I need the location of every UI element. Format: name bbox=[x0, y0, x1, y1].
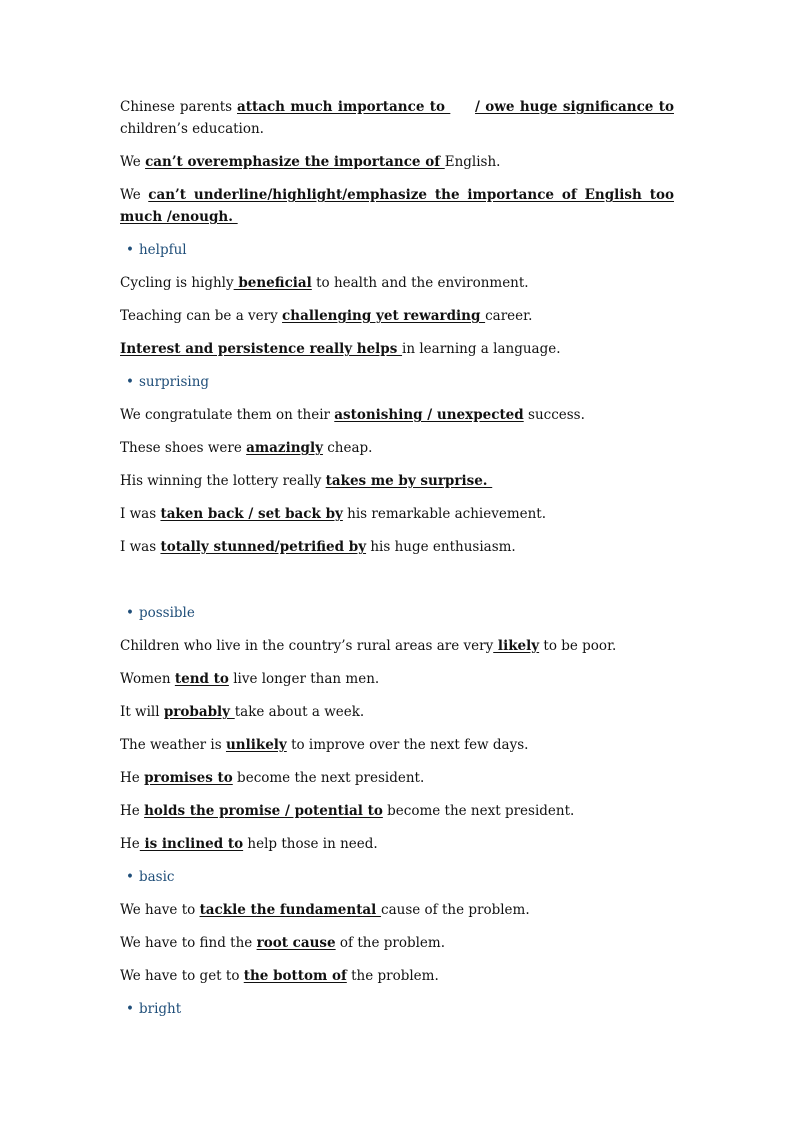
sentence-text: He bbox=[120, 770, 145, 786]
section-heading-text: surprising bbox=[138, 374, 210, 390]
highlighted-phrase: amazingly bbox=[246, 440, 323, 456]
sentence-text: We bbox=[120, 187, 149, 203]
example-sentence bbox=[120, 272, 674, 294]
sentence-text: become the next president. bbox=[232, 770, 425, 786]
example-sentence bbox=[120, 536, 674, 558]
sentence-text: live longer than men. bbox=[228, 671, 380, 687]
example-sentence bbox=[120, 668, 674, 690]
example-sentence bbox=[120, 833, 674, 855]
highlighted-phrase: probably bbox=[163, 704, 235, 720]
sentence-text: We have to find the bbox=[120, 935, 257, 951]
sentence-text: We congratulate them on their bbox=[120, 407, 335, 423]
sentence-text: in learning a language. bbox=[402, 341, 561, 357]
sentence-text: He bbox=[120, 836, 140, 852]
example-sentence bbox=[120, 305, 674, 327]
sentence-text: These shoes were bbox=[120, 440, 247, 456]
section-heading bbox=[126, 239, 674, 261]
sentence-text bbox=[450, 99, 475, 115]
section-heading-text: bright bbox=[138, 1001, 182, 1017]
highlighted-phrase: tend to bbox=[174, 671, 229, 687]
highlighted-phrase: astonishing / unexpected bbox=[334, 407, 524, 423]
sentence-text: Teaching can be a very bbox=[120, 308, 283, 324]
bullet-icon: • bbox=[126, 869, 134, 885]
sentence-text: to be poor. bbox=[539, 638, 617, 654]
section-heading bbox=[126, 866, 674, 888]
section-heading-text: helpful bbox=[138, 242, 187, 258]
example-sentence bbox=[120, 767, 674, 789]
sentence-text: His winning the lottery really bbox=[120, 473, 326, 489]
sentence-text: Cycling is highly bbox=[120, 275, 234, 291]
highlighted-phrase: taken back / set back by bbox=[160, 506, 343, 522]
highlighted-phrase: can’t underline/highlight/emphasize the importance of English too bbox=[148, 187, 674, 203]
sentence-text: Children who live in the country’s rural areas are very bbox=[120, 638, 494, 654]
example-sentence bbox=[120, 338, 674, 360]
highlighted-phrase: holds the promise / potential to bbox=[144, 803, 383, 819]
section-heading bbox=[126, 602, 674, 624]
example-sentence bbox=[120, 800, 674, 822]
example-sentence bbox=[120, 701, 674, 723]
example-sentence bbox=[120, 734, 674, 756]
section-heading bbox=[126, 371, 674, 393]
highlighted-phrase: attach much importance to bbox=[237, 99, 451, 115]
sentence-text: Women bbox=[120, 671, 175, 687]
highlighted-phrase: totally stunned/petrified by bbox=[160, 539, 367, 555]
example-sentence bbox=[120, 404, 674, 426]
highlighted-phrase: likely bbox=[493, 638, 540, 654]
example-sentence bbox=[120, 151, 674, 173]
example-sentence bbox=[120, 437, 674, 459]
highlighted-phrase: beneficial bbox=[233, 275, 312, 291]
section-heading-text: possible bbox=[138, 605, 195, 621]
section-heading-text: basic bbox=[138, 869, 175, 885]
example-sentence bbox=[120, 932, 674, 954]
sentence-text: take about a week. bbox=[234, 704, 365, 720]
sentence-text: cheap. bbox=[322, 440, 373, 456]
example-sentence bbox=[120, 118, 674, 140]
example-sentence bbox=[120, 206, 674, 228]
sentence-text: I was bbox=[120, 539, 161, 555]
sentence-text: his huge enthusiasm. bbox=[366, 539, 516, 555]
highlighted-phrase: is inclined to bbox=[139, 836, 244, 852]
example-sentence bbox=[120, 96, 674, 118]
example-sentence bbox=[120, 965, 674, 987]
sentence-text: cause of the problem. bbox=[381, 902, 530, 918]
sentence-text: Chinese parents bbox=[120, 99, 237, 115]
sentence-text: English. bbox=[444, 154, 501, 170]
highlighted-phrase: tackle the fundamental bbox=[199, 902, 382, 918]
bullet-icon: • bbox=[126, 242, 134, 258]
highlighted-phrase: the bottom of bbox=[243, 968, 347, 984]
sentence-text: I was bbox=[120, 506, 161, 522]
sentence-text: to health and the environment. bbox=[311, 275, 529, 291]
highlighted-phrase: unlikely bbox=[225, 737, 287, 753]
example-sentence bbox=[120, 899, 674, 921]
highlighted-phrase: takes me by surprise. bbox=[325, 473, 493, 489]
highlighted-phrase: can’t overemphasize the importance of bbox=[145, 154, 445, 170]
document-body bbox=[120, 96, 674, 1031]
sentence-text: We have to bbox=[120, 902, 200, 918]
sentence-text: to improve over the next few days. bbox=[286, 737, 529, 753]
highlighted-phrase: challenging yet rewarding bbox=[282, 308, 486, 324]
bullet-icon: • bbox=[126, 374, 134, 390]
sentence-text: children’s education. bbox=[120, 121, 264, 137]
highlighted-phrase: Interest and persistence really helps bbox=[120, 341, 403, 357]
bullet-icon: • bbox=[126, 605, 134, 621]
sentence-text: He bbox=[120, 803, 145, 819]
sentence-text: become the next president. bbox=[382, 803, 575, 819]
sentence-text: success. bbox=[523, 407, 585, 423]
highlighted-phrase: / owe huge significance to bbox=[475, 99, 674, 115]
highlighted-phrase: root cause bbox=[256, 935, 336, 951]
example-sentence bbox=[120, 470, 674, 492]
sentence-text: career. bbox=[485, 308, 533, 324]
sentence-text: It will bbox=[120, 704, 164, 720]
bullet-icon: • bbox=[126, 1001, 134, 1017]
sentence-text: the problem. bbox=[346, 968, 439, 984]
highlighted-phrase: much /enough. bbox=[120, 209, 238, 225]
sentence-text: of the problem. bbox=[335, 935, 445, 951]
example-sentence bbox=[120, 503, 674, 525]
sentence-text: We have to get to bbox=[120, 968, 244, 984]
sentence-text: We bbox=[120, 154, 146, 170]
sentence-text: his remarkable achievement. bbox=[342, 506, 547, 522]
sentence-text: The weather is bbox=[120, 737, 226, 753]
example-sentence bbox=[120, 635, 674, 657]
sentence-text: help those in need. bbox=[243, 836, 378, 852]
paragraph-spacer bbox=[120, 569, 674, 602]
highlighted-phrase: promises to bbox=[144, 770, 233, 786]
example-sentence bbox=[120, 184, 674, 206]
section-heading bbox=[126, 998, 674, 1020]
